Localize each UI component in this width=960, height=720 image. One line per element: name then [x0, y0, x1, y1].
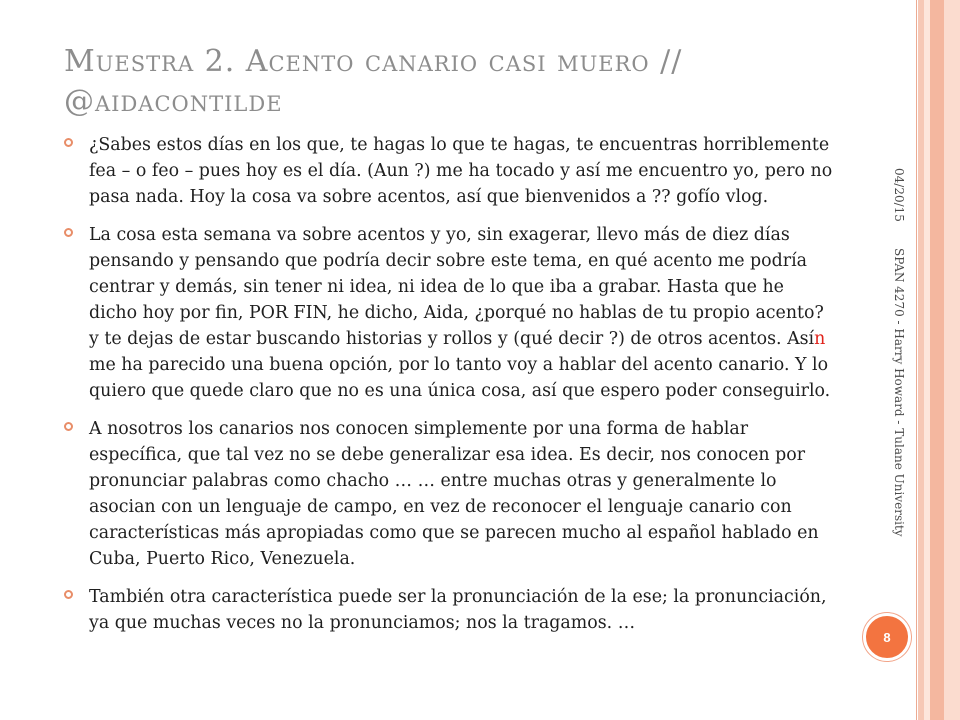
course-footer: SPAN 4270 - Harry Howard - Tulane University	[892, 248, 906, 537]
bullet-item	[64, 222, 834, 404]
bullet-text	[89, 225, 830, 401]
bullet-item	[64, 584, 834, 636]
slide-title	[64, 42, 884, 122]
bullet-text-before: La cosa esta semana va sobre acentos y yo, sin exagerar, llevo más de diez días pensando y pensando que podría decir sobre este tema, en qué acento me podría centrar y demás, sin tener ni idea, ni idea de lo que iba a grabar. Hasta que he dicho hoy por fin, POR FIN, he dicho, Aida, ¿porqué no hablas de tu propio acento? y te dejas de estar buscando historias y rollos y (qué decir ?) de otros acentos. Así	[89, 225, 824, 349]
slide-date: 04/20/15	[892, 168, 906, 222]
bullet-text: ¿Sabes estos días en los que, te hagas lo que te hagas, te encuentras horriblemente fea – o feo – pues hoy es el día. (Aun ?) me ha tocado y así me encuentro yo, pero no pasa nada. Hoy la cosa va sobre acentos, así que bienvenidos a ?? gofío vlog.	[89, 135, 833, 207]
bullet-item	[64, 132, 834, 210]
bullet-text: A nosotros los canarios nos conocen simplemente por una forma de hablar específica, que tal vez no se debe generalizar esa idea. Es decir, nos conocen por pronunciar palabras como chacho … … entre muchas otras y generalmente lo asocian con un lenguaje de campo, en vez de reconocer el lenguaje canario con características más apropiadas como que se parecen mucho al español hablado en Cuba, Puerto Rico, Venezuela.	[89, 419, 819, 569]
slide-body	[64, 132, 834, 648]
bullet-item	[64, 416, 834, 572]
side-stripe-4	[944, 0, 960, 720]
bullet-circle-icon	[64, 590, 73, 599]
highlighted-letter: n	[814, 329, 826, 349]
bullet-circle-icon	[64, 422, 73, 431]
side-stripe-line	[916, 0, 917, 720]
bullet-circle-icon	[64, 138, 73, 147]
bullet-text: También otra característica puede ser la pronunciación de la ese; la pronunciación, ya que muchas veces no la pronunciamos; nos la tragamos. …	[89, 587, 827, 633]
side-stripe-3	[930, 0, 944, 720]
title-line-1: Muestra 2. Acento canario casi muero //	[64, 44, 683, 79]
bullet-circle-icon	[64, 228, 73, 237]
bullet-text-after: me ha parecido una buena opción, por lo tanto voy a hablar del acento canario. Y lo quiero que quede claro que no es una única cosa, así que espero poder conseguirlo.	[89, 355, 831, 401]
page-number-badge: 8	[863, 613, 911, 661]
title-line-2: @aidacontilde	[64, 84, 283, 119]
